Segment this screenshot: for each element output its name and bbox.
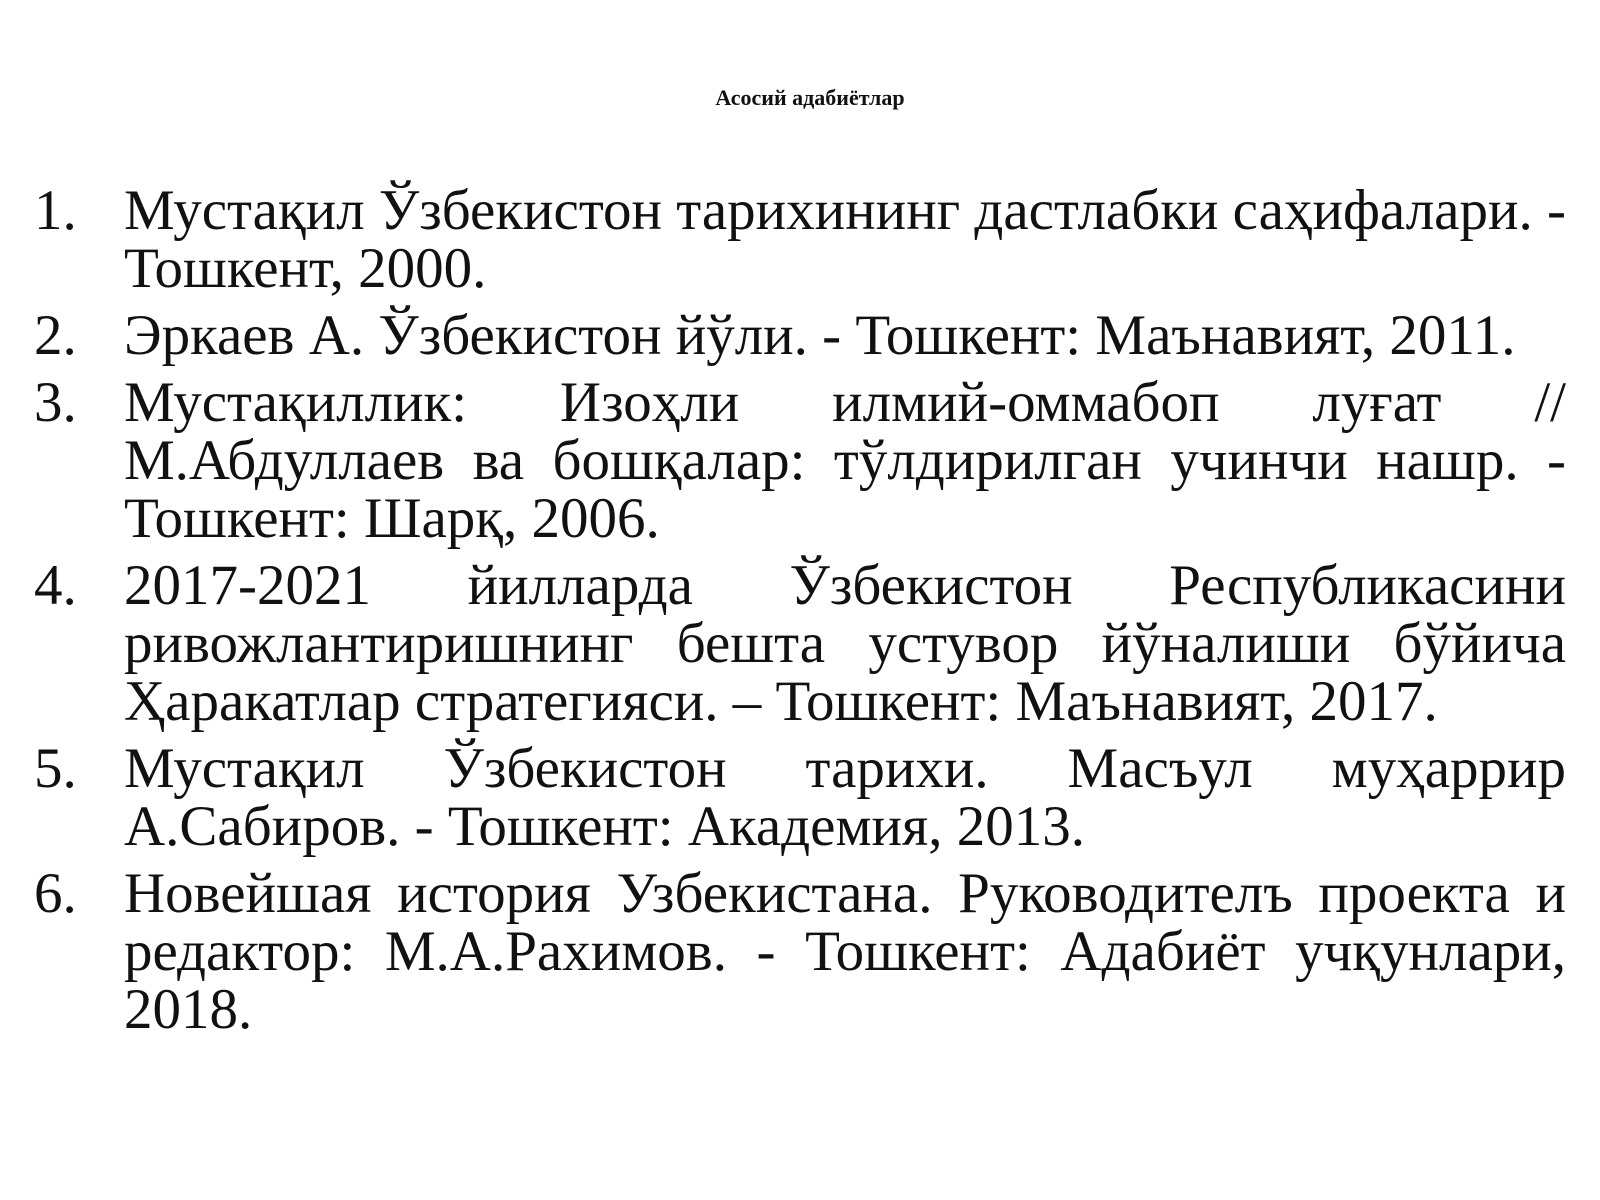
list-item-text: Новейшая история Узбекистана. Руководителъ проекта и редактор: М.А.Рахимов. - Тошкент: Адабиёт учқунлари, 2018. bbox=[124, 862, 1566, 1041]
list-item-number: 3. bbox=[34, 371, 77, 434]
list-item-text: 2017-2021 йилларда Ўзбекистон Республикасини ривожлантиришнинг бешта устувор йўналиши бўйича Ҳаракатлар стратегияси. – Тошкент: Маънавият, 2017. bbox=[124, 554, 1566, 733]
reference-list bbox=[34, 179, 1566, 1048]
list-item-text: Эркаев А. Ўзбекистон йўли. - Тошкент: Маънавият, 2011. bbox=[124, 304, 1516, 367]
list-item-number: 6. bbox=[34, 862, 77, 925]
list-item-number: 4. bbox=[34, 554, 77, 617]
page-title: Асосий адабиётлар bbox=[715, 85, 905, 110]
list-item-text: Мустақил Ўзбекистон тарихи. Масъул муҳаррир А.Сабиров. - Тошкент: Академия, 2013. bbox=[124, 737, 1566, 858]
list-item bbox=[34, 554, 1566, 733]
list-item-number: 2. bbox=[34, 304, 77, 367]
list-item bbox=[34, 304, 1566, 367]
list-item-number: 1. bbox=[34, 179, 77, 242]
list-item bbox=[34, 737, 1566, 858]
list-item-number: 5. bbox=[34, 737, 77, 800]
list-item bbox=[34, 179, 1566, 300]
list-item-text: Мустақил Ўзбекистон тарихининг дастлабки саҳифалари. - Тошкент, 2000. bbox=[124, 179, 1566, 300]
list-item bbox=[34, 371, 1566, 550]
list-item-text: Мустақиллик: Изоҳли илмий-оммабоп луғат // М.Абдуллаев ва бошқалар: тўлдирилган учинчи нашр. - Тошкент: Шарқ, 2006. bbox=[124, 371, 1566, 550]
list-item bbox=[34, 862, 1566, 1041]
